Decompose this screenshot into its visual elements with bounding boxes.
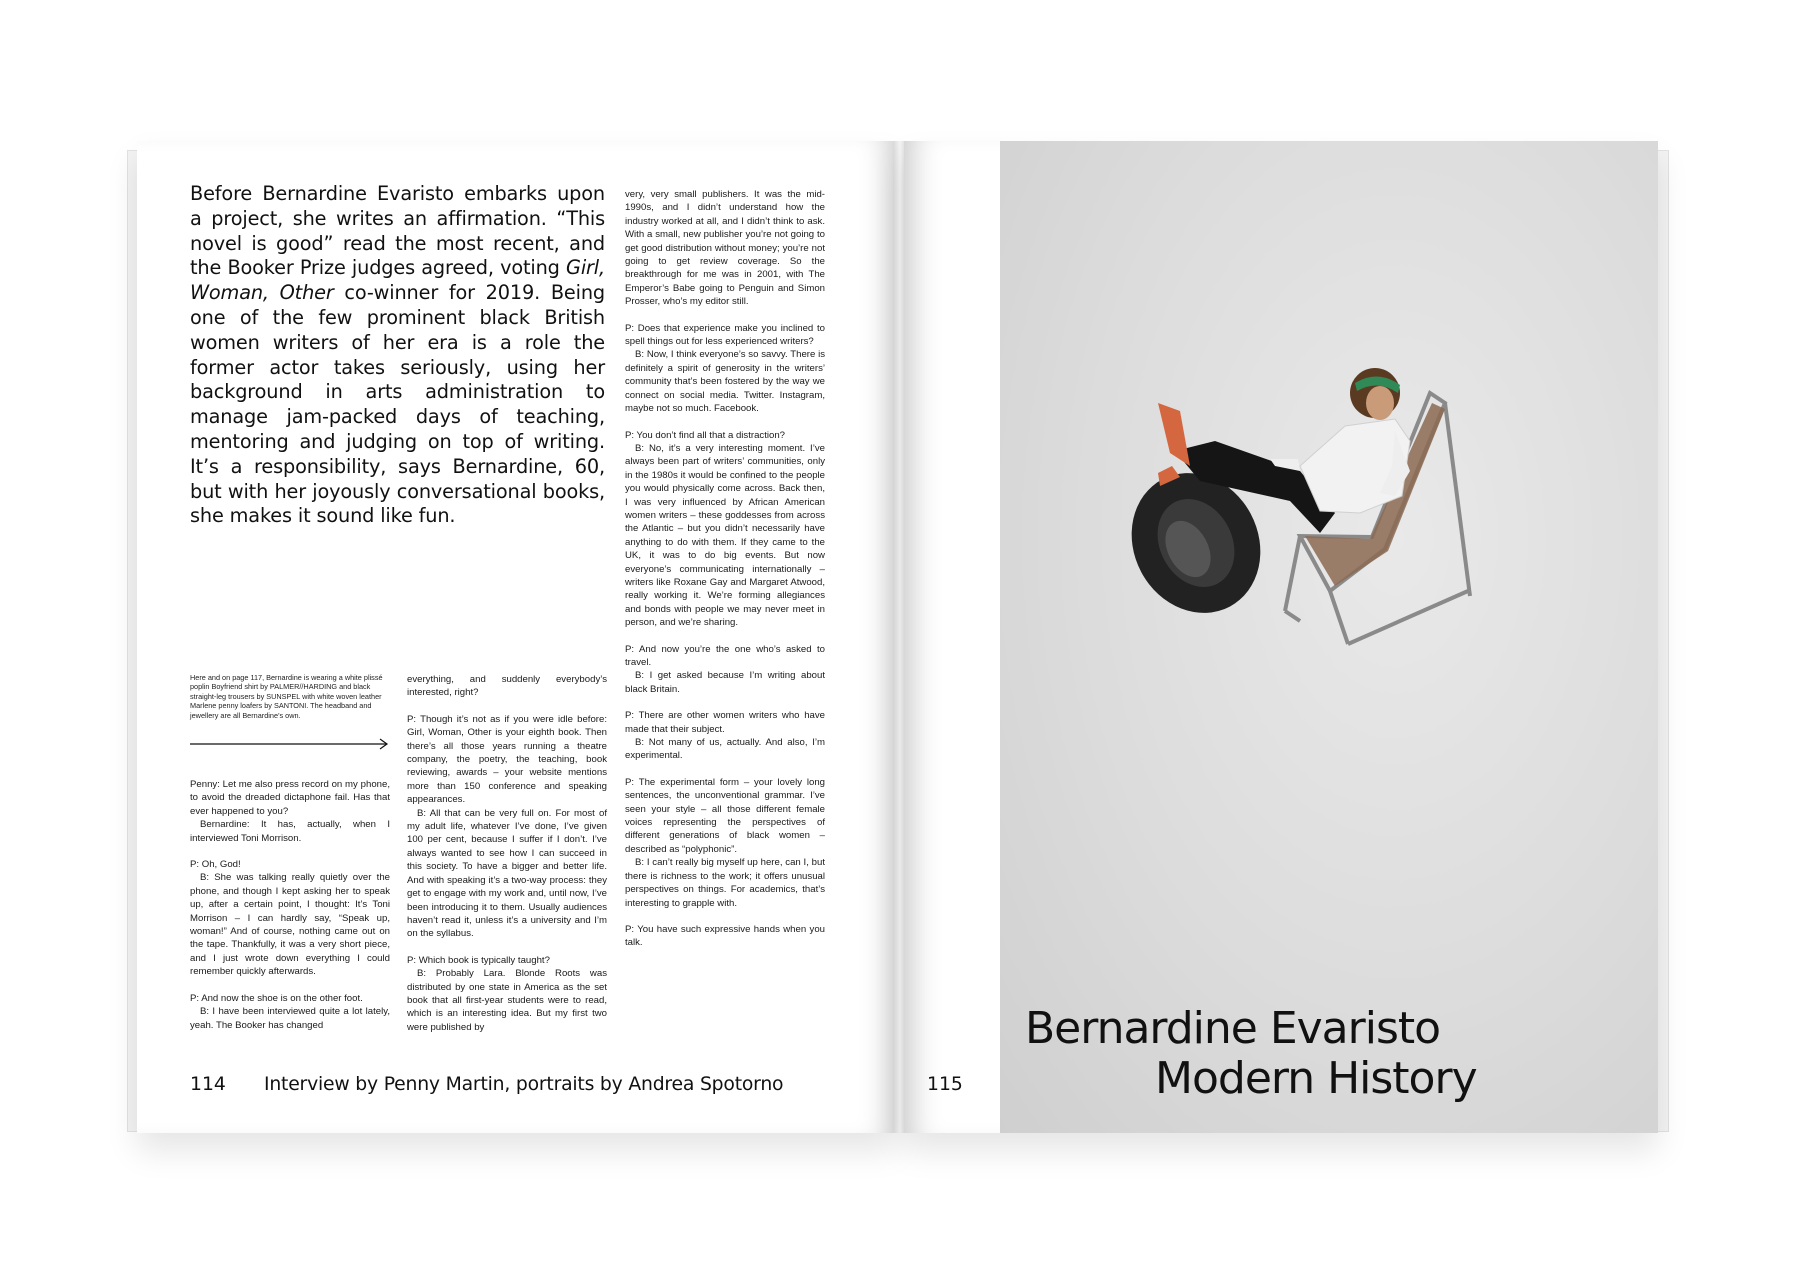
interview-paragraph: P: Does that experience make you inclined to spell things out for less experienced writers? bbox=[625, 322, 825, 348]
article-title-line-1: Bernardine Evaristo bbox=[1025, 1003, 1441, 1054]
paragraph-gap bbox=[625, 910, 825, 923]
interview-paragraph: Penny: Let me also press record on my phone, to avoid the dreaded dictaphone fail. Has that ever happened to you? bbox=[190, 779, 390, 817]
paragraph-gap bbox=[625, 763, 825, 776]
interview-paragraph: B: She was talking really quietly over the phone, and though I kept asking her to speak up, after a certain point, I thought: It’s Toni Morrison – I can hardly say, “Speak up, woman!” And of course, nothing came out on the tape. Thankfully, it was a very short piece, and I just wrote down everything I could remember quickly afterwards. bbox=[190, 872, 390, 978]
shoe-left bbox=[1158, 403, 1190, 466]
intro-paragraph bbox=[190, 182, 605, 529]
interview-paragraph: P: The experimental form – your lovely long sentences, the unconventional grammar. I’ve seen your style – all those different female voices representing the perspectives of different generations of black women – described as “polyphonic”. bbox=[625, 776, 825, 855]
portrait-photo bbox=[1000, 141, 1658, 1133]
text-column-1 bbox=[190, 778, 390, 1032]
interview-paragraph: P: And now the shoe is on the other foot. bbox=[190, 992, 363, 1004]
interview-paragraph: everything, and suddenly everybody’s interested, right? bbox=[407, 674, 607, 699]
right-page bbox=[904, 141, 1658, 1133]
text-column-2 bbox=[407, 673, 607, 1034]
interview-paragraph: B: I get asked because I’m writing about black Britain. bbox=[625, 670, 825, 695]
intro-text-2: co-winner for 2019. Being one of the few prominent black British women writers of her era is a role the former actor takes seriously, using her background in arts administration to manage jam-packed days of teaching, mentoring and judging on top of writing. It’s a responsibility, says Bernardine, 60, but with her joyously conversational books, she makes it sound like fun. bbox=[190, 281, 605, 528]
interview-paragraph: P: And now you’re the one who’s asked to travel. bbox=[625, 643, 825, 668]
interview-paragraph: P: Oh, God! bbox=[190, 859, 241, 871]
text-column-3 bbox=[625, 188, 825, 950]
paragraph-gap bbox=[625, 696, 825, 709]
left-page bbox=[137, 141, 897, 1133]
intro-text-1: Before Bernardine Evaristo embarks upon a project, she writes an affirmation. “This novel is good” read the most recent, and the Booker Prize judges agreed, voting bbox=[190, 182, 605, 280]
paragraph-gap bbox=[407, 941, 607, 954]
paragraph-gap bbox=[190, 979, 390, 992]
article-credit: Interview by Penny Martin, portraits by Andrea Spotorno bbox=[264, 1074, 784, 1095]
page-number-left: 114 bbox=[190, 1074, 226, 1095]
interview-paragraph: P: You have such expressive hands when you talk. bbox=[625, 923, 825, 949]
paragraph-gap bbox=[625, 309, 825, 322]
portrait-illustration bbox=[1000, 141, 1658, 1133]
interview-paragraph: B: No, it’s a very interesting moment. I’ve always been part of writers’ communities, only in the 1980s it would be confined to the people you would physically come across. Back then, I was very influenced by African American women writers – these goddesses from across the Atlantic – but you didn’t necessarily have anything to do with them. If they came to the UK, it was to do big events. But now everyone’s communicating internationally – writers like Roxane Gay and Margaret Atwood, really working it. We’re forming allegiances and bonds with people we may never meet in person, and we’re sharing. bbox=[625, 442, 825, 629]
photo-caption: Here and on page 117, Bernardine is wearing a white plissé poplin Boyfriend shirt by PALMER//HARDING and black straight-leg trousers by SUNSPEL with white woven leather Marlene penny loafers by SANTONI. The headband and jewellery are all Bernardine’s own. bbox=[190, 673, 383, 720]
interview-paragraph: P: You don’t find all that a distraction? bbox=[625, 429, 786, 441]
paragraph-gap bbox=[190, 845, 390, 858]
interview-paragraph: P: Though it’s not as if you were idle before: Girl, Woman, Other is your eighth book. Then there’s all those years running a theatre company, the poetry, the teaching, book reviewing, awards – your website mentions more than 150 conference and speaking appearances. bbox=[407, 713, 607, 806]
intro-book-title: Girl, Woman, Other bbox=[190, 256, 605, 305]
interview-paragraph: B: I can’t really big myself up here, can I, but there is richness to the work; it offers unusual perspectives on things. For academics, that’s interesting to grapple with. bbox=[625, 857, 825, 909]
article-title-line-2: Modern History bbox=[1155, 1053, 1477, 1104]
interview-paragraph: B: Not many of us, actually. And also, I’m experimental. bbox=[625, 737, 825, 762]
paragraph-gap bbox=[625, 416, 825, 429]
page-number-right: 115 bbox=[927, 1074, 963, 1095]
paragraph-gap bbox=[625, 630, 825, 643]
interview-paragraph: B: Probably Lara. Blonde Roots was distributed by one state in America as the set book that all first-year students were to read, which is an interesting idea. But my first two were published by bbox=[407, 968, 607, 1033]
face bbox=[1366, 386, 1394, 420]
interview-paragraph: P: Which book is typically taught? bbox=[407, 954, 550, 966]
interview-paragraph: B: All that can be very full on. For most of my adult life, whatever I’ve done, I’ve given 100 per cent, because I suffer if I don’t. I’ve always wanted to see how I can succeed in this society. To have a bigger and better life. And with speaking it’s a two-way process: they get to engage with my work and, until now, I’ve been introducing it to them. Usually audiences haven’t read it, unless it’s a university and I’m on the syllabus. bbox=[407, 807, 607, 940]
paragraph-gap bbox=[407, 700, 607, 713]
interview-paragraph: very, very small publishers. It was the mid-1990s, and I didn’t understand how the industry worked at all, and I didn’t think to ask. With a small, new publisher you’re not going to get good distribution without money; you’re not going to get review coverage. So the breakthrough for me was in 2001, with The Emperor’s Babe going to Penguin and Simon Prosser, who’s my editor still. bbox=[625, 189, 825, 308]
interview-paragraph: P: There are other women writers who have made that their subject. bbox=[625, 710, 825, 735]
interview-paragraph: B: Now, I think everyone’s so savvy. There is definitely a spirit of generosity in the writers’ community that’s been fostered by the way we connect on social media. Twitter. Instagram, maybe not so much. Facebook. bbox=[625, 349, 825, 415]
arrow-right-icon bbox=[190, 738, 390, 750]
interview-paragraph: Bernardine: It has, actually, when I interviewed Toni Morrison. bbox=[190, 819, 390, 844]
interview-paragraph: B: I have been interviewed quite a lot lately, yeah. The Booker has changed bbox=[190, 1006, 390, 1031]
